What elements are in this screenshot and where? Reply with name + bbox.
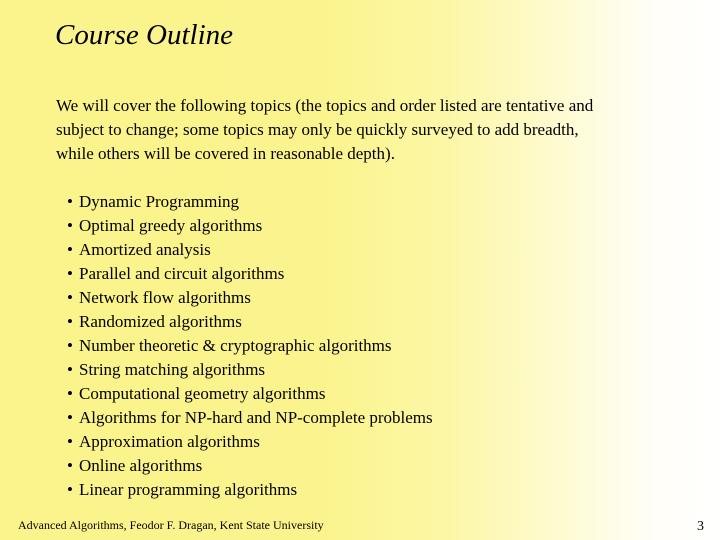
topic-item	[67, 358, 433, 382]
bullet-icon: •	[67, 216, 73, 235]
bullet-icon: •	[67, 432, 73, 451]
topic-item	[67, 478, 433, 502]
topic-label: Computational geometry algorithms	[79, 384, 326, 403]
topic-label: String matching algorithms	[79, 360, 266, 379]
topic-item	[67, 286, 433, 310]
bullet-icon: •	[67, 312, 73, 331]
topic-label: Randomized algorithms	[79, 312, 242, 331]
bullet-icon: •	[67, 288, 73, 307]
bullet-icon: •	[67, 264, 73, 283]
topic-label: Amortized analysis	[79, 240, 211, 259]
topic-item	[67, 190, 433, 214]
topic-label: Network flow algorithms	[79, 288, 251, 307]
topic-label: Number theoretic & cryptographic algorithms	[79, 336, 392, 355]
topic-item	[67, 430, 433, 454]
intro-line: We will cover the following topics (the topics and order listed are tentative and	[56, 96, 594, 115]
topic-item	[67, 334, 433, 358]
bullet-icon: •	[67, 384, 73, 403]
slide-title: Course Outline	[55, 19, 234, 51]
bullet-icon: •	[67, 480, 73, 499]
footer-credit: Advanced Algorithms, Feodor F. Dragan, Kent State University	[18, 518, 324, 532]
topic-item	[67, 310, 433, 334]
topic-label: Optimal greedy algorithms	[79, 216, 263, 235]
topic-item	[67, 382, 433, 406]
topic-label: Parallel and circuit algorithms	[79, 264, 285, 283]
bullet-icon: •	[67, 336, 73, 355]
intro-paragraph	[56, 94, 701, 166]
bullet-icon: •	[67, 240, 73, 259]
topic-list	[67, 190, 433, 502]
topic-item	[67, 406, 433, 430]
topic-item	[67, 454, 433, 478]
intro-line: while others will be covered in reasonable depth).	[56, 144, 395, 163]
bullet-icon: •	[67, 192, 73, 211]
bullet-icon: •	[67, 360, 73, 379]
topic-label: Approximation algorithms	[79, 432, 260, 451]
bullet-icon: •	[67, 456, 73, 475]
topic-item	[67, 262, 433, 286]
topic-label: Online algorithms	[79, 456, 203, 475]
intro-line: subject to change; some topics may only be quickly surveyed to add breadth,	[56, 120, 579, 139]
topic-label: Linear programming algorithms	[79, 480, 298, 499]
bullet-icon: •	[67, 408, 73, 427]
topic-label: Algorithms for NP-hard and NP-complete problems	[79, 408, 433, 427]
page-number: 3	[697, 519, 704, 534]
topic-label: Dynamic Programming	[79, 192, 240, 211]
topic-item	[67, 238, 433, 262]
topic-item	[67, 214, 433, 238]
